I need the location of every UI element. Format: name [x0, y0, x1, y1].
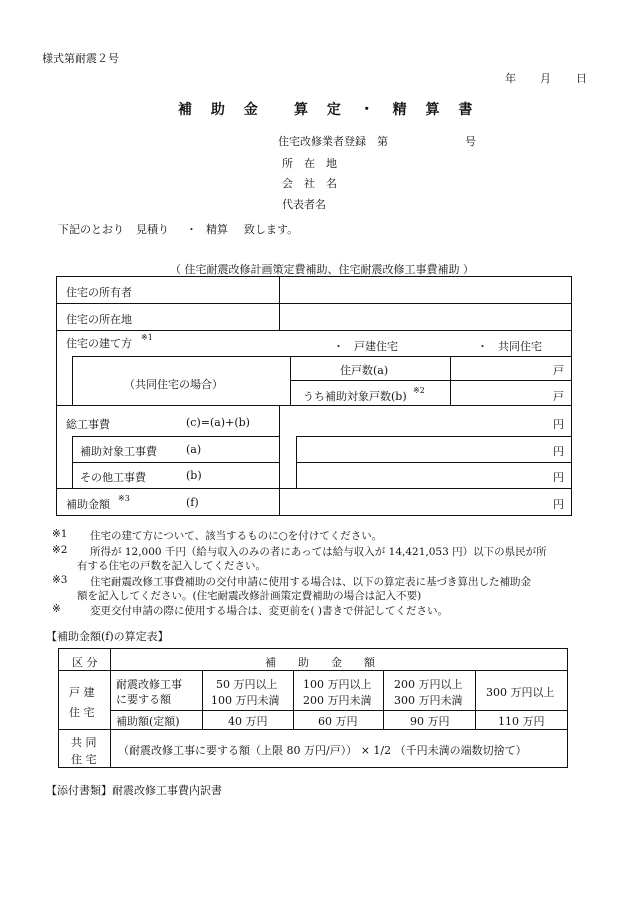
subsidy-cost-symbol: (a) — [186, 443, 202, 456]
note3-text-2: 額を記入してください。(住宅耐震改修計画策定費補助の場合は記入不要) — [77, 590, 422, 602]
range1-lower: 50 万円以上 — [216, 678, 278, 691]
unit-households: 戸 — [553, 364, 564, 377]
subsidy-amount-label: 補助金額 — [66, 498, 110, 511]
note2-text-1: 所得が 12,000 千円（給与収入のみの者にあっては給与収入が 14,421,053 円）以下の県民が所 — [90, 546, 547, 558]
note4-mark: ※ — [52, 603, 61, 615]
building-type-label: 住宅の建て方 — [66, 337, 132, 350]
other-cost-symbol: (b) — [186, 469, 202, 482]
date-day: 日 — [576, 72, 587, 85]
total-cost-formula: (c)=(a)+(b) — [186, 416, 250, 429]
representative-label: 代表者名 — [282, 198, 326, 211]
calc-cost-label-2: に要する額 — [116, 693, 171, 706]
fixed-amount-label: 補助額(定額) — [116, 715, 180, 728]
calc-header-category: 区 分 — [72, 656, 98, 669]
range3-upper: 300 万円未満 — [394, 694, 463, 707]
note2-text-2: 有する住宅の戸数を記入してください。 — [77, 560, 266, 572]
type-shared: 共同住宅 — [498, 340, 542, 353]
range3-lower: 200 万円以上 — [394, 678, 463, 691]
option-dot-detached: ・ — [333, 340, 344, 353]
unit-subsidy-amount: 円 — [553, 498, 564, 511]
option-dot-shared: ・ — [477, 340, 488, 353]
owner-label: 住宅の所有者 — [66, 286, 132, 299]
calc-header-amount: 補 助 金 額 — [265, 656, 375, 669]
unit-total-cost: 円 — [553, 418, 564, 431]
option-settlement: 精算 — [206, 223, 228, 236]
note4-text: 変更交付申請の際に使用する場合は、変更前を( )書きで併記してください。 — [90, 605, 449, 617]
option-separator: ・ — [186, 223, 197, 236]
page-title: 算 定 ・ 精 算 書 — [294, 102, 480, 118]
total-cost-label: 総工事費 — [66, 418, 110, 431]
note2-mark: ※2 — [52, 544, 68, 556]
calc-shared-label-1: 共 同 — [71, 736, 97, 749]
range1-upper: 100 万円未満 — [211, 694, 280, 707]
calc-cost-label-1: 耐震改修工事 — [116, 678, 182, 691]
subsidy-households-label: うち補助対象戸数(b) — [303, 390, 407, 403]
shared-case-label: （共同住宅の場合） — [124, 378, 223, 391]
range2-lower: 100 万円以上 — [303, 678, 372, 691]
unit-other-cost: 円 — [553, 471, 564, 484]
date-month: 月 — [540, 72, 551, 85]
amount4: 110 万円 — [498, 715, 545, 728]
title-part1: 補 助 金 — [178, 102, 265, 118]
subsidy-amount-symbol: (f) — [186, 496, 199, 509]
intro-end: 致します。 — [244, 223, 299, 236]
type-detached: 戸建住宅 — [354, 340, 398, 353]
date-year: 年 — [505, 72, 516, 85]
note1-mark: ※1 — [52, 528, 68, 540]
range4: 300 万円以上 — [486, 686, 555, 699]
address-label: 所 在 地 — [282, 157, 337, 170]
subsidy-amount-note: ※3 — [118, 494, 130, 503]
households-label: 住戸数(a) — [340, 364, 389, 377]
subsidy-cost-label: 補助対象工事費 — [80, 445, 157, 458]
note3-mark: ※3 — [52, 574, 68, 586]
unit-subsidy-cost: 円 — [553, 445, 564, 458]
attachments: 【添付書類】耐震改修工事費内訳書 — [46, 784, 222, 797]
shared-formula: （耐震改修工事に要する額（上限 80 万円/戸）） × 1/2 （千円未満の端数切捨て） — [118, 744, 527, 757]
form-number: 様式第耐震２号 — [42, 52, 119, 65]
amount3: 90 万円 — [410, 715, 450, 728]
range2-upper: 200 万円未満 — [303, 694, 372, 707]
subtitle: （ 住宅耐震改修計画策定費補助、住宅耐震改修工事費補助 ） — [170, 263, 474, 276]
note3-text-1: 住宅耐震改修工事費補助の交付申請に使用する場合は、以下の算定表に基づき算出した補助金 — [90, 576, 531, 588]
unit-subsidy-households: 戸 — [553, 390, 564, 403]
registration-label: 住宅改修業者登録 第 — [278, 135, 388, 148]
option-estimate: 見積り — [136, 223, 169, 236]
amount2: 60 万円 — [318, 715, 358, 728]
other-cost-label: その他工事費 — [80, 471, 146, 484]
company-label: 会 社 名 — [282, 177, 337, 190]
location-label: 住宅の所在地 — [66, 313, 132, 326]
calc-table-title: 【補助金額(f)の算定表】 — [46, 630, 169, 643]
note1-text: 住宅の建て方について、該当するものに○を付けてください。 — [90, 530, 383, 542]
registration-suffix: 号 — [465, 135, 476, 148]
amount1: 40 万円 — [228, 715, 268, 728]
building-type-note: ※1 — [141, 333, 153, 342]
calc-shared-label-2: 住 宅 — [71, 753, 97, 766]
intro-text: 下記のとおり — [58, 223, 124, 236]
calc-detached-label: 戸 建 住 宅 — [69, 686, 95, 719]
subsidy-households-note: ※2 — [413, 386, 425, 395]
